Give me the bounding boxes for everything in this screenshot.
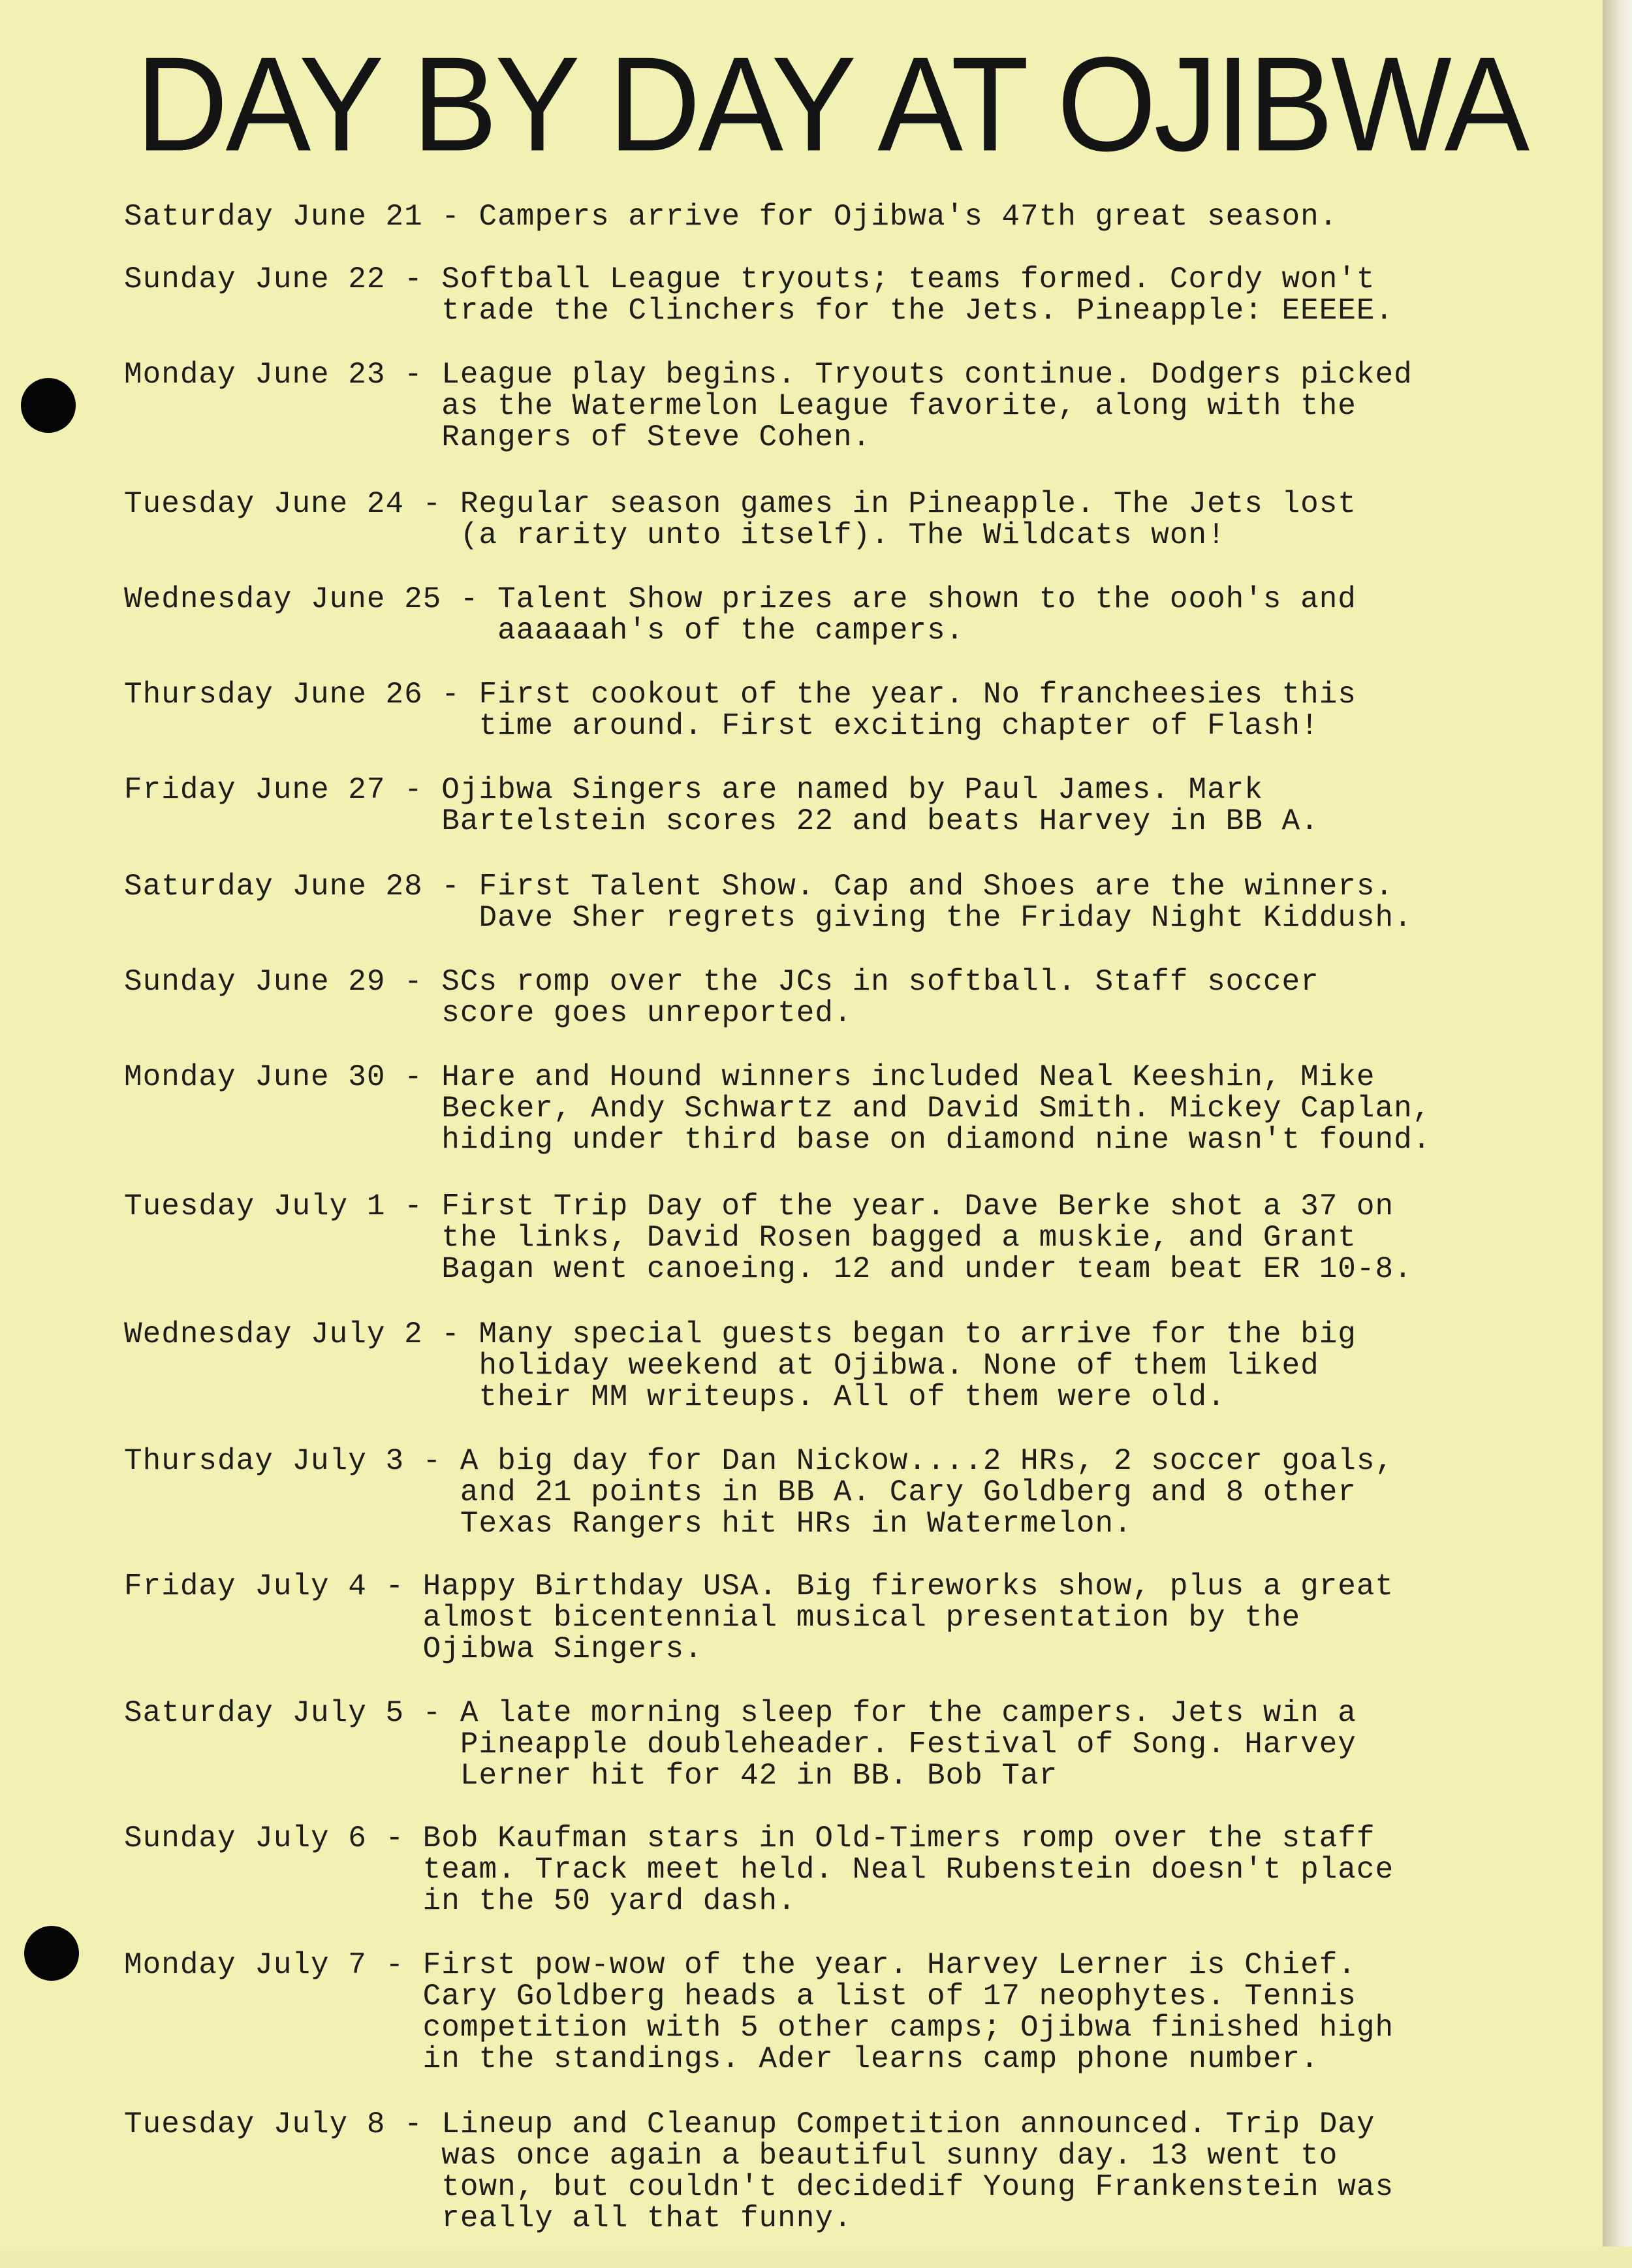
entry-date: Tuesday July 1 - [124, 1189, 442, 1223]
entry-text: Many special guests began to arrive for the big holiday weekend at Ojibwa. None of them liked their MM writeups. All of them were old. [479, 1317, 1357, 1414]
entry-june-29 [124, 966, 1514, 1062]
entry-date: Tuesday July 8 - [124, 2107, 442, 2141]
entry-date: Wednesday July 2 - [124, 1317, 479, 1351]
entry-date: Monday July 7 - [124, 1948, 423, 1982]
entry-june-25 [124, 584, 1514, 679]
entry-date: Saturday June 28 - [124, 870, 479, 904]
entry-july-1 [124, 1191, 1514, 1319]
page-edge [1603, 0, 1632, 2246]
entry-text: First Talent Show. Cap and Shoes are the winners. Dave Sher regrets giving the Friday Night Kiddush. [479, 870, 1413, 935]
entry-june-30 [124, 1062, 1514, 1191]
entry-text: Ojibwa Singers are named by Paul James. Mark Bartelstein scores 22 and beats Harvey in BB A. [441, 773, 1319, 838]
entry-date: Sunday June 29 - [124, 965, 442, 999]
punch-hole-top [21, 378, 76, 433]
entry-text: SCs romp over the JCs in softball. Staff soccer score goes unreported. [441, 965, 1319, 1030]
entry-date: Sunday July 6 - [124, 1821, 423, 1855]
entry-text: A late morning sleep for the campers. Jets win a Pineapple doubleheader. Festival of Song. Harvey Lerner hit for 42 in BB. Bob Tar [460, 1696, 1357, 1793]
entry-june-22 [124, 264, 1514, 359]
entry-text: Campers arrive for Ojibwa's 47th great season. [479, 200, 1338, 234]
entry-july-8 [124, 2109, 1514, 2268]
entry-text: First Trip Day of the year. Dave Berke shot a 37 on the links, David Rosen bagged a muskie, and Grant Bagan went canoeing. 12 and under team beat ER 10-8. [441, 1189, 1413, 1286]
entry-text: Talent Show prizes are shown to the oooh's and aaaaaah's of the campers. [497, 582, 1357, 648]
entry-july-5 [124, 1697, 1514, 1823]
entry-date: Friday July 4 - [124, 1569, 423, 1603]
entry-date: Thursday June 26 - [124, 678, 479, 712]
entry-june-28 [124, 871, 1514, 966]
entry-text: Regular season games in Pineapple. The Jets lost (a rarity unto itself). The Wildcats won! [460, 487, 1357, 552]
entry-july-2 [124, 1319, 1514, 1445]
entry-july-6 [124, 1823, 1514, 1949]
entry-text: A big day for Dan Nickow....2 HRs, 2 soccer goals, and 21 points in BB A. Cary Goldberg and 8 other Texas Rangers hit HRs in Watermelon. [460, 1444, 1394, 1541]
entry-text: Bob Kaufman stars in Old-Timers romp over the staff team. Track meet held. Neal Rubenstein doesn't place in the 50 yard dash. [422, 1821, 1394, 1918]
entry-text: Softball League tryouts; teams formed. Cordy won't trade the Clinchers for the Jets. Pineapple: EEEEE. [441, 262, 1394, 328]
entry-date: Sunday June 22 - [124, 262, 442, 296]
entry-text: First pow-wow of the year. Harvey Lerner is Chief. Cary Goldberg heads a list of 17 neophytes. Tennis competition with 5 other camps; Ojibwa finished high in the standings. Ader learns camp phone number. [422, 1948, 1394, 2076]
entry-june-26 [124, 679, 1514, 774]
page-title: DAY BY DAY AT OJIBWA [136, 29, 1528, 180]
entry-date: Tuesday June 24 - [124, 487, 460, 521]
entry-date: Thursday July 3 - [124, 1444, 460, 1478]
entry-june-27 [124, 774, 1514, 871]
entry-text: Lineup and Cleanup Competition announced. Trip Day was once again a beautiful sunny day. 13 went to town, but couldn't decidedif Young Frankenstein was really all that funny. [441, 2107, 1394, 2235]
punch-hole-bottom [24, 1926, 79, 1981]
entry-june-23 [124, 359, 1514, 488]
entry-date: Friday June 27 - [124, 773, 442, 807]
entry-july-3 [124, 1445, 1514, 1571]
entry-text: League play begins. Tryouts continue. Dodgers picked as the Watermelon League favorite, along with the Rangers of Steve Cohen. [441, 358, 1413, 454]
entry-date: Monday June 23 - [124, 358, 442, 392]
entry-text: First cookout of the year. No francheesies this time around. First exciting chapter of Flash! [479, 678, 1357, 743]
entry-june-24 [124, 488, 1514, 584]
entry-date: Saturday July 5 - [124, 1696, 460, 1730]
entry-date: Saturday June 21 - [124, 200, 479, 234]
entry-june-21 [124, 201, 1514, 264]
entry-date: Monday June 30 - [124, 1060, 442, 1094]
entries-list [124, 201, 1514, 2268]
entry-july-4 [124, 1571, 1514, 1697]
entry-date: Wednesday June 25 - [124, 582, 498, 616]
entry-july-7 [124, 1949, 1514, 2109]
entry-text: Hare and Hound winners included Neal Keeshin, Mike Becker, Andy Schwartz and David Smith. Mickey Caplan, hiding under third base on diamond nine wasn't found. [441, 1060, 1432, 1157]
entry-text: Happy Birthday USA. Big fireworks show, plus a great almost bicentennial musical presentation by the Ojibwa Singers. [422, 1569, 1394, 1666]
